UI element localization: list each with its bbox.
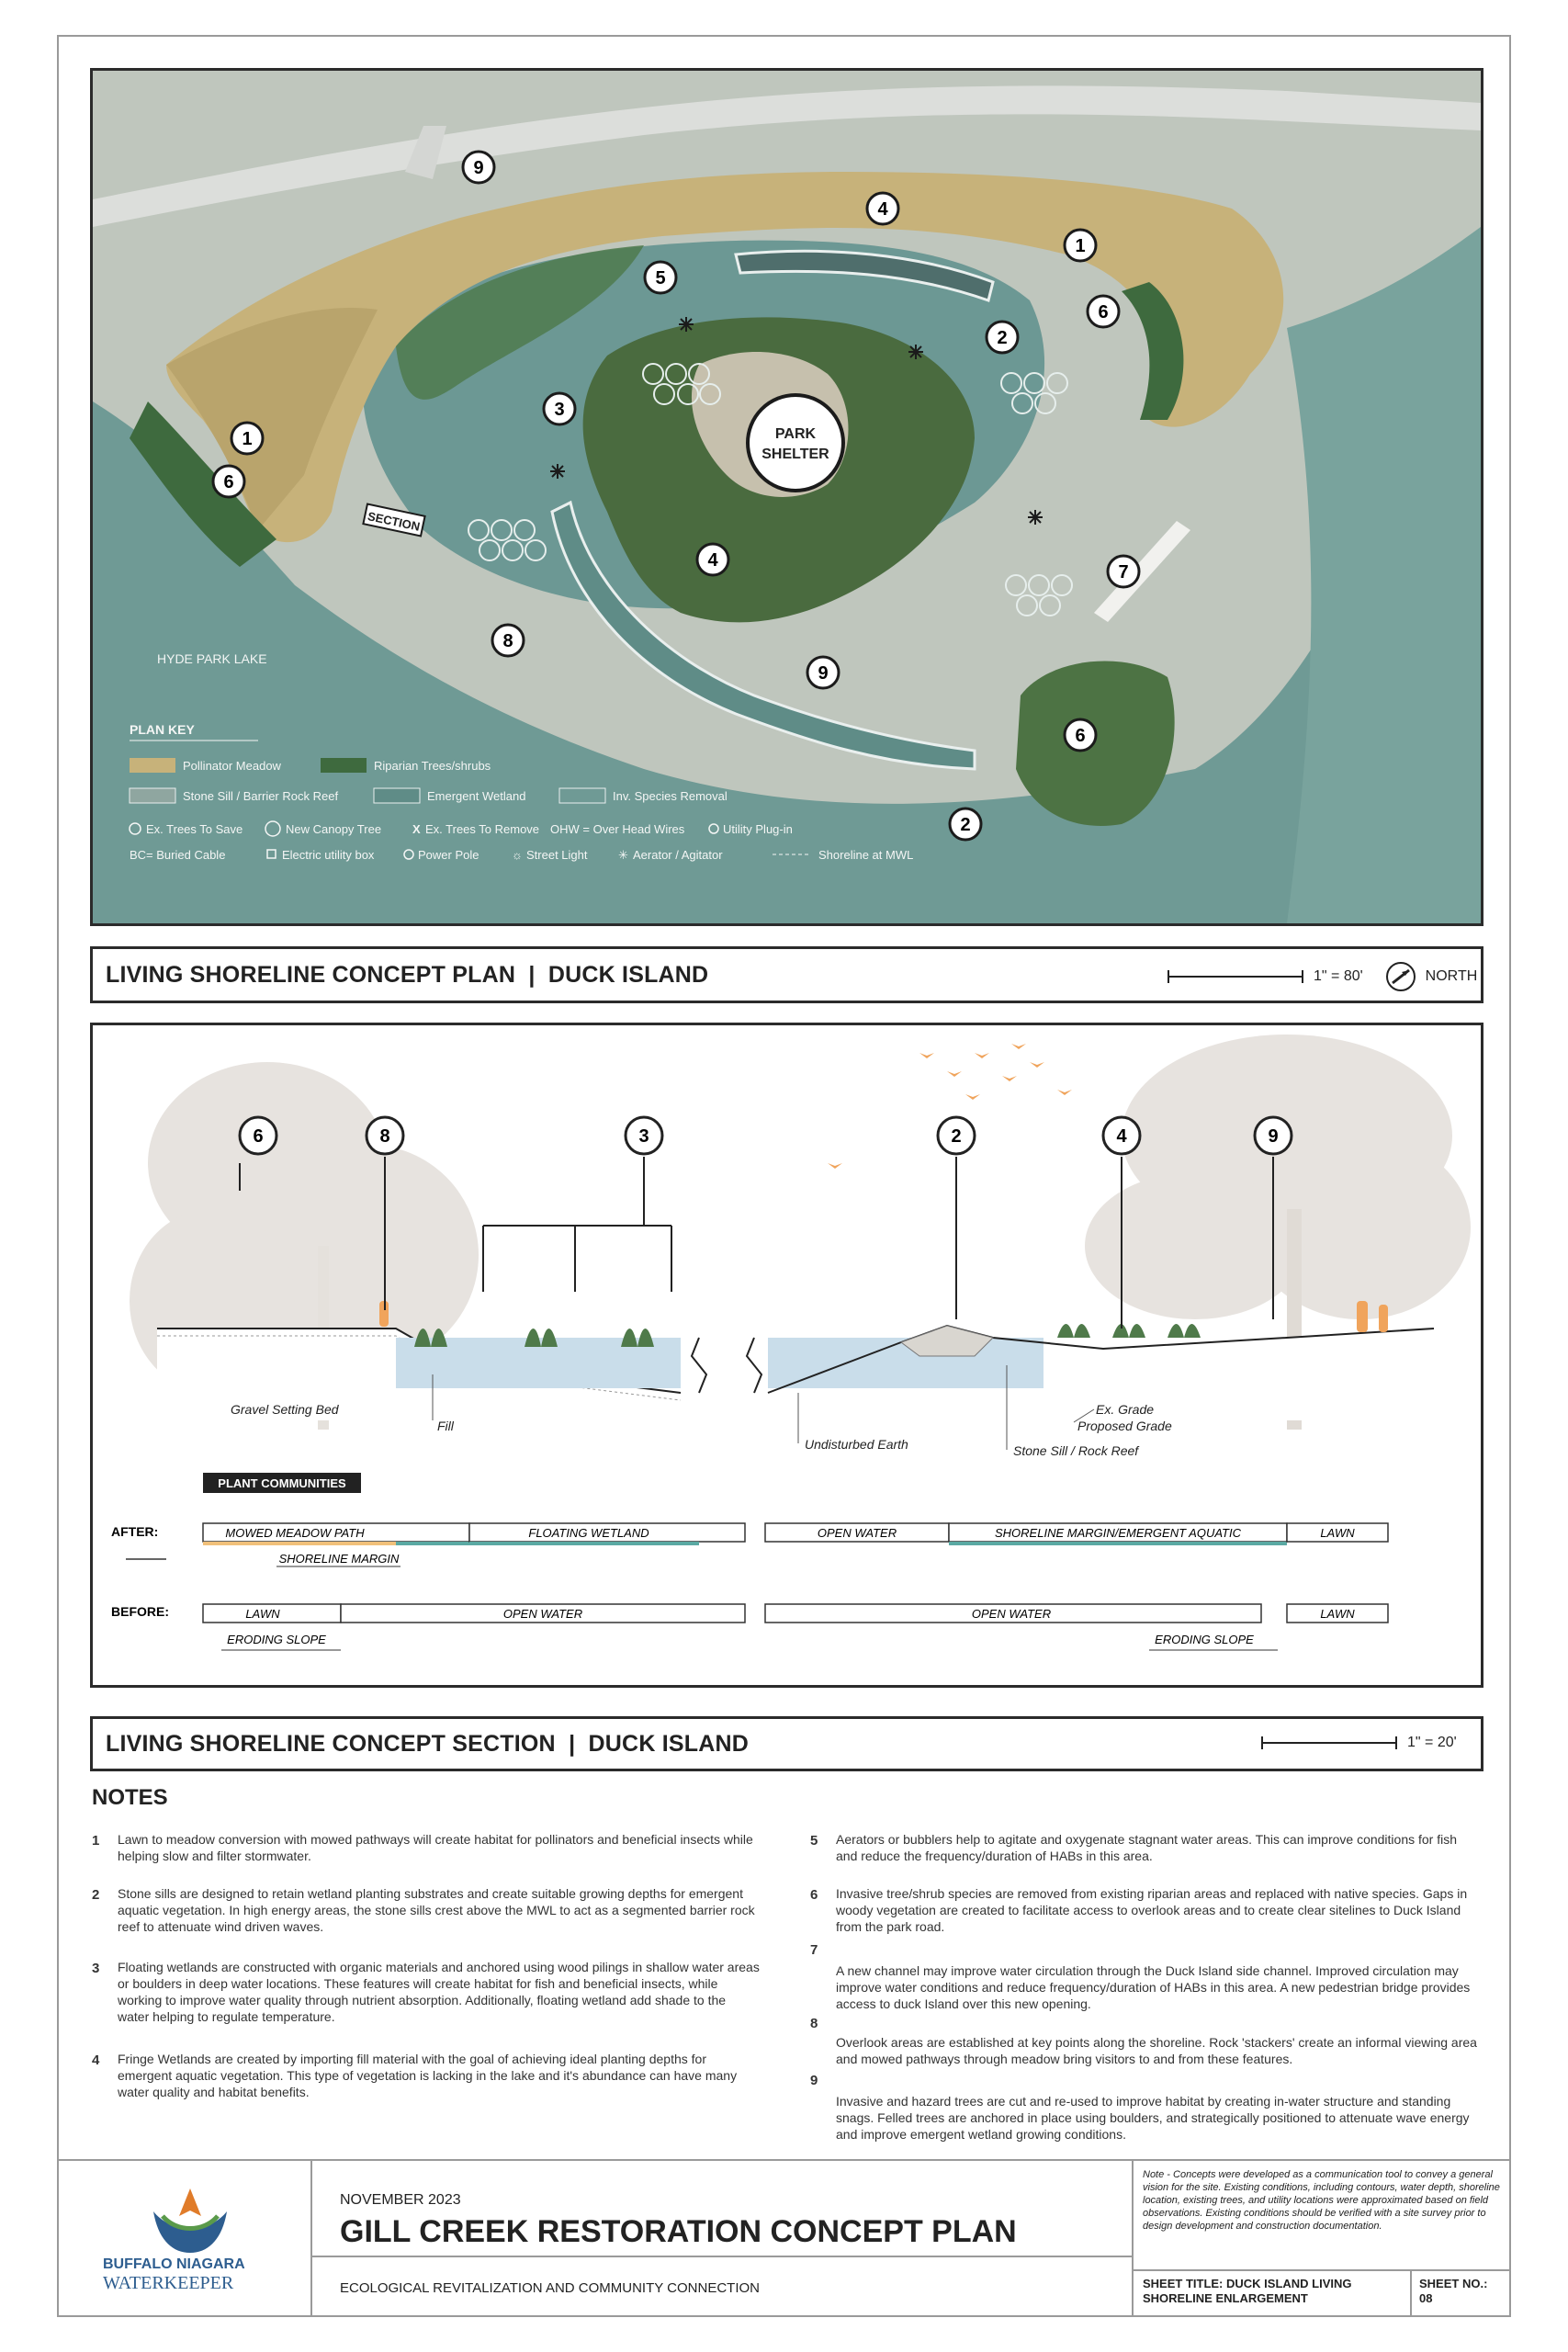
sheet-no-cell [1412, 2271, 1511, 2317]
svg-text:2: 2 [951, 1126, 962, 1147]
after-label: AFTER: [111, 1524, 159, 1539]
svg-text:3: 3 [554, 400, 565, 420]
svg-text:6: 6 [223, 472, 234, 492]
key-electric: Electric utility box [282, 848, 375, 862]
key-riparian: Riparian Trees/shrubs [374, 759, 491, 773]
note-3-num: 3 [92, 1961, 100, 1976]
callout-4-a [867, 193, 898, 224]
note-2-text: Stone sills are designed to retain wetland planting substrates and create suitable growing depths for emergent aquatic vegetation. In high energy areas, the stone sills crest above the MWL to act as a segmented barrier rock reef to attenuate wind driven waves. [118, 1886, 755, 1934]
note-4-text: Fringe Wetlands are created by importing fill material with the goal of achieving ideal planting depths for emergent aquatic vegetation. This type of vegetation is lacking in the lake and it's abundance can have many water quality and habitat benefits. [118, 2052, 738, 2099]
section-scale [1260, 1733, 1457, 1753]
sheet-no-value: 08 [1419, 2291, 1433, 2305]
plan-map [93, 71, 1481, 923]
svg-text:9: 9 [473, 158, 484, 178]
waterkeeper-logo-icon [135, 2179, 245, 2253]
plan-frame [90, 68, 1483, 926]
north-arrow-icon [1385, 961, 1416, 992]
note-9 [810, 2071, 1479, 2143]
label-gravel: Gravel Setting Bed [231, 1402, 339, 1417]
note-7-num: 7 [810, 1942, 818, 1958]
note-9-text: Invasive and hazard trees are cut and re-used to improve habitat by creating in-water structure and standing snags. Felled trees are anchored in place using boulders, and strategically positioned to attenuate wave energy and improve emergent wetland growing conditions. [836, 2094, 1470, 2142]
sheet-title-label: SHEET TITLE: [1143, 2277, 1224, 2290]
notes-title: NOTES [92, 1785, 168, 1810]
svg-text:4: 4 [877, 199, 888, 220]
after-shoreline-margin: SHORELINE MARGIN [278, 1552, 400, 1566]
callout-1-a [1065, 230, 1096, 261]
key-utility: Utility Plug-in [723, 822, 793, 836]
subtitle-cell [312, 2257, 1132, 2317]
section-title: LIVING SHORELINE CONCEPT SECTION | DUCK ISLAND [106, 1730, 749, 1757]
shelter-label-1: PARK [774, 426, 817, 442]
shelter-label-2: SHELTER [761, 447, 829, 462]
svg-text:7: 7 [1118, 562, 1129, 582]
project-title: GILL CREEK RESTORATION CONCEPT PLAN [340, 2214, 1017, 2249]
svg-text:1: 1 [242, 429, 253, 449]
note-8 [810, 2014, 1479, 2067]
sec-callout-8 [367, 1117, 403, 1154]
callout-6-c [1065, 719, 1096, 751]
note-7-text: A new channel may improve water circulation through the Duck Island side channel. Improved circulation may improve water conditions and reduce frequency/duration of HABs in this area. A new pedestrian bridge provides access to duck Island over this new opening. [836, 1963, 1471, 2011]
note-5-text: Aerators or bubblers help to agitate and oxygenate stagnant water areas. This can improve conditions for fish and reduce the frequency/duration of HABs in this area. [836, 1832, 1458, 1863]
section-scale-label: 1" = 20' [1407, 1735, 1457, 1750]
before-open-water-1: OPEN WATER [502, 1607, 583, 1621]
key-pollinator: Pollinator Meadow [183, 759, 281, 773]
lake-label: HYDE PARK LAKE [157, 651, 267, 666]
section-diagram [93, 1025, 1481, 1685]
after-lawn: LAWN [1320, 1526, 1355, 1540]
before-eroding-1: ERODING SLOPE [227, 1633, 326, 1646]
key-trees-remove: Ex. Trees To Remove [425, 822, 540, 836]
key-bc: BC= Buried Cable [130, 848, 226, 862]
note-6-num: 6 [810, 1887, 818, 1903]
note-1-text: Lawn to meadow conversion with mowed pathways will create habitat for pollinators and beneficial insects while helping slow and filter stormwater. [118, 1832, 753, 1863]
svg-text:5: 5 [655, 268, 666, 288]
plant-communities-label: PLANT COMMUNITIES [218, 1476, 346, 1490]
svg-text:9: 9 [1268, 1126, 1279, 1147]
svg-text:4: 4 [707, 550, 718, 571]
project-cell [312, 2161, 1132, 2257]
disclaimer-cell [1132, 2161, 1511, 2271]
callout-2-a [987, 322, 1018, 353]
svg-text:8: 8 [379, 1126, 390, 1147]
note-5-num: 5 [810, 1833, 818, 1849]
note-2-num: 2 [92, 1887, 100, 1903]
logo-line-1: BUFFALO NIAGARA [103, 2256, 245, 2272]
svg-text:6: 6 [1075, 726, 1086, 746]
note-3 [92, 1959, 761, 2025]
key-street-light: Street Light [526, 848, 588, 862]
note-9-num: 9 [810, 2073, 818, 2088]
svg-text:2: 2 [997, 328, 1008, 348]
label-stone-sill: Stone Sill / Rock Reef [1013, 1443, 1139, 1458]
before-open-water-2: OPEN WATER [971, 1607, 1052, 1621]
callout-8 [492, 625, 524, 656]
section-tag: SECTION [366, 509, 422, 534]
svg-text:2: 2 [960, 815, 971, 835]
logo-line-2: WATERKEEPER [103, 2273, 234, 2293]
section-callouts [240, 1117, 1292, 1154]
key-canopy: New Canopy Tree [286, 822, 382, 836]
note-1 [92, 1831, 761, 1864]
label-fill: Fill [437, 1419, 454, 1433]
park-shelter[interactable] [748, 395, 843, 491]
logo-cell [57, 2161, 312, 2317]
callout-9-b [807, 657, 839, 688]
callout-3 [544, 393, 575, 424]
note-5 [810, 1831, 1479, 1864]
svg-text:6: 6 [253, 1126, 264, 1147]
after-floating: FLOATING WETLAND [528, 1526, 649, 1540]
key-shoreline: Shoreline at MWL [818, 848, 914, 862]
svg-text:1: 1 [1075, 236, 1086, 256]
project-subtitle: ECOLOGICAL REVITALIZATION AND COMMUNITY CONNECTION [340, 2280, 760, 2296]
sheet-title-value: DUCK ISLAND LIVING SHORELINE ENLARGEMENT [1143, 2277, 1352, 2305]
svg-text:6: 6 [1098, 302, 1109, 322]
plan-scale-label: 1" = 80' [1314, 968, 1363, 984]
note-4-num: 4 [92, 2052, 100, 2068]
key-ohw: OHW = Over Head Wires [550, 822, 685, 836]
svg-text:✳: ✳ [618, 848, 628, 862]
sheet-title-cell [1132, 2271, 1412, 2317]
callout-2-b [950, 808, 981, 840]
note-3-text: Floating wetlands are constructed with organic materials and anchored using wood pilings in shallow water areas or boulders in deep water locations. These features will create habitat for fish and beneficial insects, while working to improve water quality through nutrient absorption. Additionally, floating wetland add shade to the water helping to regulate temperature. [118, 1960, 760, 2024]
before-bars [203, 1604, 1388, 1650]
sec-callout-6 [240, 1117, 276, 1154]
sheet-no-label: SHEET NO.: [1419, 2277, 1488, 2290]
key-stone-sill: Stone Sill / Barrier Rock Reef [183, 789, 339, 803]
north-label: NORTH [1425, 968, 1478, 984]
callout-1-b [231, 423, 263, 454]
callout-5 [645, 262, 676, 293]
svg-text:4: 4 [1116, 1126, 1127, 1147]
plan-key-title: PLAN KEY [130, 722, 195, 737]
callout-6-b [213, 466, 244, 497]
project-date: NOVEMBER 2023 [340, 2192, 461, 2208]
note-6 [810, 1885, 1479, 1935]
title-block [57, 2159, 1511, 2319]
sec-callout-2 [938, 1117, 975, 1154]
sec-callout-3 [626, 1117, 662, 1154]
note-6-text: Invasive tree/shrub species are removed from existing riparian areas and replaced with native species. Gaps in woody vegetation are created to facilitate access to overlook areas and to create clear sitelines to Duck Island from the park road. [836, 1886, 1468, 1934]
before-label: BEFORE: [111, 1604, 169, 1619]
note-7 [810, 1940, 1479, 2012]
after-bars [126, 1523, 1388, 1566]
plan-title: LIVING SHORELINE CONCEPT PLAN | DUCK ISLAND [106, 961, 709, 988]
svg-text:X: X [412, 822, 421, 836]
section-frame [90, 1023, 1483, 1688]
note-2 [92, 1885, 761, 1935]
callout-9-a [463, 152, 494, 183]
key-invasive: Inv. Species Removal [613, 789, 728, 803]
key-emergent: Emergent Wetland [427, 789, 526, 803]
note-4 [92, 2051, 761, 2100]
key-power-pole: Power Pole [418, 848, 479, 862]
note-8-text: Overlook areas are established at key points along the shoreline. Rock 'stackers' create an informal viewing area and mowed pathways through meadow bring visitors to and from these features. [836, 2035, 1477, 2066]
section-scale-bar-icon [1260, 1733, 1398, 1753]
svg-text:9: 9 [818, 663, 829, 684]
note-1-num: 1 [92, 1833, 100, 1849]
note-8-num: 8 [810, 2016, 818, 2031]
key-aerator: Aerator / Agitator [633, 848, 723, 862]
sec-callout-4 [1103, 1117, 1140, 1154]
sec-callout-9 [1255, 1117, 1292, 1154]
before-eroding-2: ERODING SLOPE [1155, 1633, 1254, 1646]
after-open-water: OPEN WATER [817, 1526, 897, 1540]
after-shoreline: SHORELINE MARGIN/EMERGENT AQUATIC [995, 1526, 1241, 1540]
svg-text:8: 8 [502, 631, 513, 651]
label-proposed: Proposed Grade [1077, 1419, 1172, 1433]
svg-text:3: 3 [638, 1126, 649, 1147]
before-lawn-2: LAWN [1320, 1607, 1355, 1621]
before-lawn-1: LAWN [245, 1607, 280, 1621]
label-undisturbed: Undisturbed Earth [805, 1437, 908, 1452]
disclaimer-text: Note - Concepts were developed as a communication tool to convey a general vision for the site. Existing conditions, including contours, water depth, shoreline location, existing trees, and utility locations were approximated based on field observations. Existing conditions should be verified with a site survey prior to design development and construction documentation. [1143, 2169, 1500, 2232]
callout-6-a [1088, 296, 1119, 327]
scale-bar-icon [1167, 967, 1304, 987]
after-mowed: MOWED MEADOW PATH [225, 1526, 365, 1540]
svg-text:☼: ☼ [512, 848, 523, 862]
plan-scale [1167, 961, 1477, 992]
key-trees-save: Ex. Trees To Save [146, 822, 243, 836]
label-ex-grade: Ex. Grade [1096, 1402, 1155, 1417]
callout-7 [1108, 556, 1139, 587]
callout-4-b [697, 544, 728, 575]
